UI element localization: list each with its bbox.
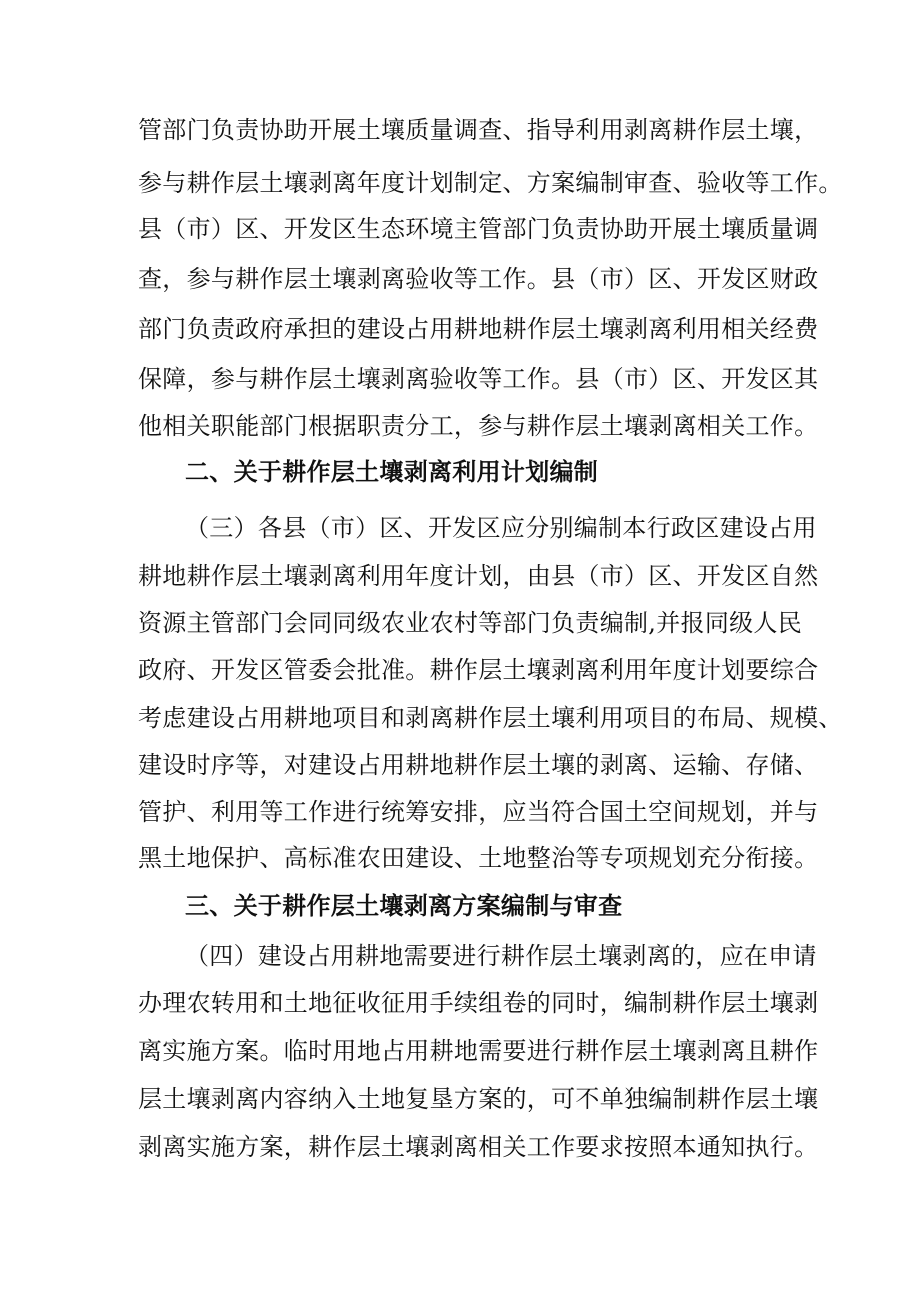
section-heading-3: 三、关于耕作层土壤剥离方案编制与审查	[185, 891, 623, 920]
text-line: （三）各县（市）区、开发区应分别编制本行政区建设占用	[185, 514, 817, 542]
text-line: 管护、利用等工作进行统筹安排，应当符合国土空间规划，并与	[138, 798, 819, 826]
text-line: 资源主管部门会同同级农业农村等部门负责编制,并报同级人民	[138, 609, 803, 637]
text-line: 建设时序等，对建设占用耕地耕作层土壤的剥离、运输、存储、	[138, 751, 819, 779]
text-line: 部门负责政府承担的建设占用耕地耕作层土壤剥离利用相关经费	[138, 315, 819, 343]
text-line: 县（市）区、开发区生态环境主管部门负责协助开展土壤质量调	[138, 215, 819, 243]
text-line: 政府、开发区管委会批准。耕作层土壤剥离利用年度计划要综合	[138, 656, 819, 684]
text-line: 管部门负责协助开展土壤质量调查、指导利用剥离耕作层土壤，	[138, 116, 819, 144]
text-line: 耕地耕作层土壤剥离利用年度计划，由县（市）区、开发区自然	[138, 562, 819, 590]
text-line: 剥离实施方案，耕作层土壤剥离相关工作要求按照本通知执行。	[138, 1133, 819, 1161]
text-line: 他相关职能部门根据职责分工，参与耕作层土壤剥离相关工作。	[138, 412, 819, 440]
text-line: 离实施方案。临时用地占用耕地需要进行耕作层土壤剥离且耕作	[138, 1037, 819, 1065]
text-line: 办理农转用和土地征收征用手续组卷的同时，编制耕作层土壤剥	[138, 989, 819, 1017]
text-line: 层土壤剥离内容纳入土地复垦方案的，可不单独编制耕作层土壤	[138, 1085, 819, 1113]
text-line: 查，参与耕作层土壤剥离验收等工作。县（市）区、开发区财政	[138, 265, 819, 293]
text-line: 保障，参与耕作层土壤剥离验收等工作。县（市）区、开发区其	[138, 365, 819, 393]
text-line: 参与耕作层土壤剥离年度计划制定、方案编制审查、验收等工作。	[138, 169, 843, 197]
section-heading-2: 二、关于耕作层土壤剥离利用计划编制	[185, 457, 599, 486]
text-line: （四）建设占用耕地需要进行耕作层土壤剥离的，应在申请	[185, 942, 817, 970]
text-line: 考虑建设占用耕地项目和剥离耕作层土壤利用项目的布局、规模、	[138, 704, 843, 732]
text-line: 黑土地保护、高标准农田建设、土地整治等专项规划充分衔接。	[138, 844, 819, 872]
